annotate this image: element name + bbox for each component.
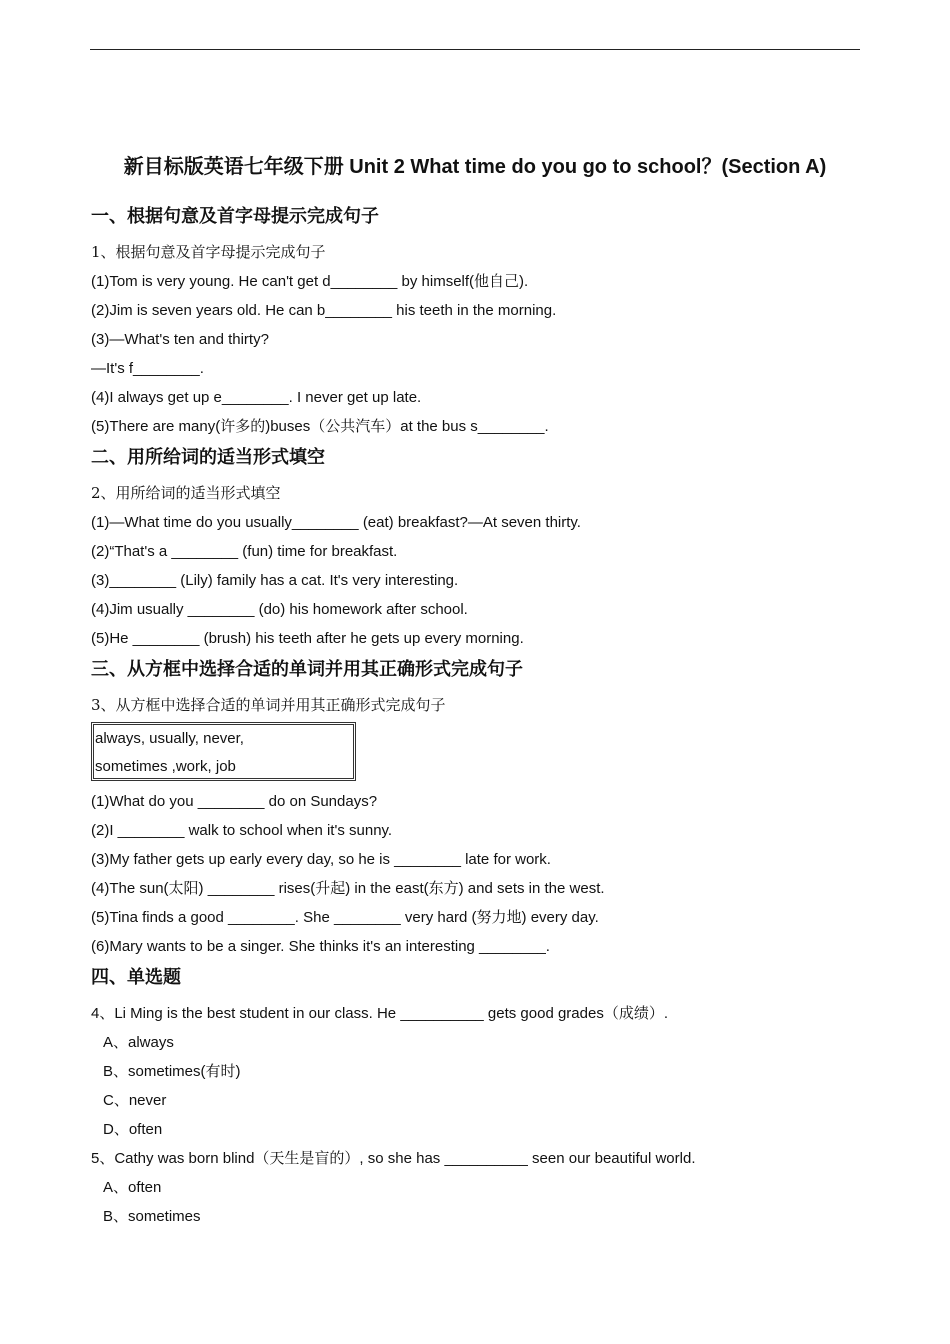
word-bank-line: sometimes ,work, job: [95, 758, 236, 775]
question-4-option-c: C、never: [103, 1092, 167, 1109]
section-heading-1: 一、根据句意及首字母提示完成句子: [91, 206, 379, 226]
question-4-stem: 4、Li Ming is the best student in our class. He __________ gets good grades（成绩）.: [91, 1005, 668, 1022]
section-heading-2: 二、用所给词的适当形式填空: [91, 447, 325, 467]
question-3-item: (6)Mary wants to be a singer. She thinks it's an interesting ________.: [91, 938, 550, 955]
header-rule: [90, 49, 860, 50]
question-1-title: 1、根据句意及首字母提示完成句子: [91, 243, 326, 261]
question-1-item: (5)There are many(许多的)buses（公共汽车）at the bus s________.: [91, 418, 549, 435]
question-1-item: —It's f________.: [91, 360, 204, 377]
question-3-item: (5)Tina finds a good ________. She ________ very hard (努力地) every day.: [91, 909, 599, 926]
word-bank-box: [91, 722, 356, 781]
question-4-option-a: A、always: [103, 1034, 174, 1051]
question-3-item: (1)What do you ________ do on Sundays?: [91, 793, 378, 810]
question-1-item: (4)I always get up e________. I never get up late.: [91, 389, 422, 406]
question-2-item: (3)________ (Lily) family has a cat. It's very interesting.: [91, 572, 459, 589]
question-3-item: (2)I ________ walk to school when it's sunny.: [91, 822, 393, 839]
section-heading-3: 三、从方框中选择合适的单词并用其正确形式完成句子: [91, 659, 523, 679]
question-4-option-b: B、sometimes(有时): [103, 1063, 241, 1080]
question-2-title: 2、用所给词的适当形式填空: [91, 484, 281, 502]
question-2-item: (4)Jim usually ________ (do) his homework after school.: [91, 601, 468, 618]
question-1-item: (3)—What's ten and thirty?: [91, 331, 269, 348]
question-2-item: (5)He ________ (brush) his teeth after he gets up every morning.: [91, 630, 524, 647]
question-3-item: (4)The sun(太阳) ________ rises(升起) in the east(东方) and sets in the west.: [91, 880, 605, 897]
question-1-item: (2)Jim is seven years old. He can b________ his teeth in the morning.: [91, 302, 557, 319]
question-2-item: (1)—What time do you usually________ (eat) breakfast?—At seven thirty.: [91, 514, 581, 531]
section-heading-4: 四、单选题: [91, 967, 181, 987]
question-5-option-a: A、often: [103, 1179, 162, 1196]
question-5-stem: 5、Cathy was born blind（天生是盲的）, so she has __________ seen our beautiful world.: [91, 1150, 696, 1167]
question-5-option-b: B、sometimes: [103, 1208, 201, 1225]
question-4-option-d: D、often: [103, 1121, 163, 1138]
document-body: [91, 200, 871, 1231]
question-1-item: (1)Tom is very young. He can't get d________ by himself(他自己).: [91, 273, 529, 290]
question-2-item: (2)“That's a ________ (fun) time for breakfast.: [91, 543, 398, 560]
question-3-title: 3、从方框中选择合适的单词并用其正确形式完成句子: [91, 696, 446, 714]
question-3-item: (3)My father gets up early every day, so he is ________ late for work.: [91, 851, 551, 868]
document-title: 新目标版英语七年级下册 Unit 2 What time do you go to school？(Section A): [123, 156, 827, 178]
word-bank-line: always, usually, never,: [95, 730, 244, 747]
